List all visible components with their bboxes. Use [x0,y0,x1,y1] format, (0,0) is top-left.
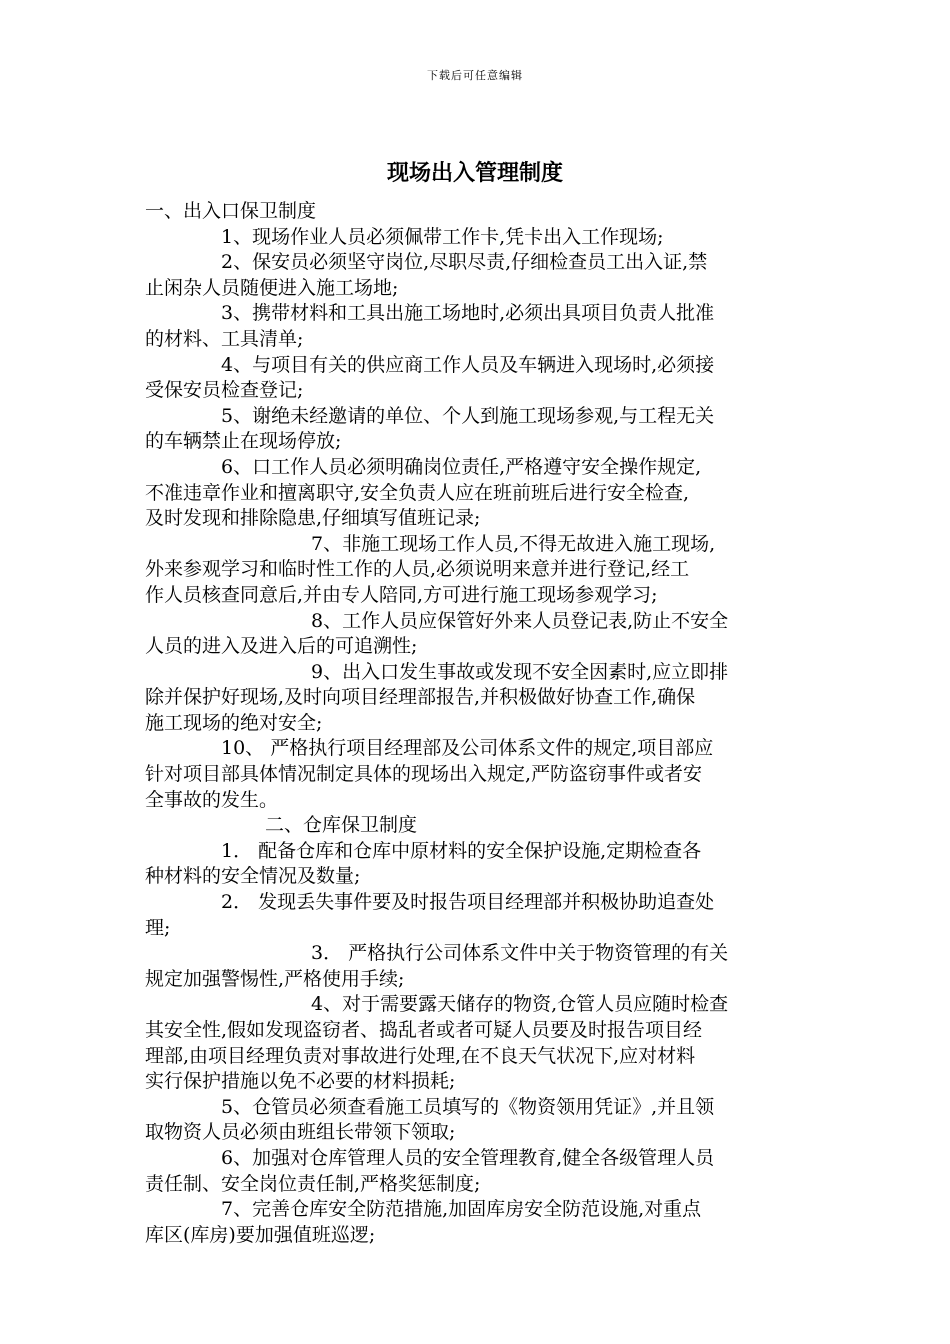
paragraph-line: 理; [145,916,171,939]
paragraph-line: 10、 严格执行项目经理部及公司体系文件的规定,项目部应 [221,737,714,760]
paragraph-line: 5、谢绝未经邀请的单位、个人到施工现场参观,与工程无关 [221,404,715,427]
paragraph-line: 外来参观学习和临时性工作的人员,必须说明来意并进行登记,经工 [145,558,690,581]
paragraph-line: 种材料的安全情况及数量; [145,865,361,888]
paragraph-line: 3、携带材料和工具出施工场地时,必须出具项目负责人批准 [221,302,715,325]
document-body [145,199,808,1248]
paragraph-line: 6、口工作人员必须明确岗位责任,严格遵守安全操作规定, [221,455,702,478]
paragraph-line: 除并保护好现场,及时向项目经理部报告,并积极做好协查工作,确保 [145,686,696,709]
paragraph-line: 取物资人员必须由班组长带领下领取; [145,1121,456,1144]
paragraph-line: 不准违章作业和擅离职守,安全负责人应在班前班后进行安全检查, [145,481,690,504]
paragraph-line: 2、保安员必须坚守岗位,尽职尽责,仔细检查员工出入证,禁 [221,251,708,274]
paragraph-line: 的车辆禁止在现场停放; [145,430,342,453]
paragraph-line: 1． 配备仓库和仓库中原材料的安全保护设施,定期检查各 [221,839,702,862]
paragraph-line: 施工现场的绝对安全; [145,711,323,734]
paragraph-line: 及时发现和排除隐患,仔细填写值班记录; [145,507,481,530]
paragraph-line: 3． 严格执行公司体系文件中关于物资管理的有关 [311,942,729,965]
paragraph-line: 7、完善仓库安全防范措施,加固库房安全防范设施,对重点 [221,1198,702,1221]
paragraph-line: 作人员核查同意后,并由专人陪同,方可进行施工现场参观学习; [145,583,658,606]
paragraph-line: 止闲杂人员随便进入施工场地; [145,276,399,299]
paragraph-line: 规定加强警惕性,严格使用手续; [145,967,405,990]
paragraph-line: 6、加强对仓库管理人员的安全管理教育,健全各级管理人员 [221,1146,715,1169]
paragraph-line: 其安全性,假如发现盗窃者、捣乱者或者可疑人员要及时报告项目经 [145,1019,703,1041]
paragraph-line: 8、工作人员应保管好外来人员登记表,防止不安全 [311,609,729,632]
paragraph-line: 5、仓管员必须查看施工员填写的《物资领用凭证》,并且领 [221,1095,715,1118]
paragraph-line: 4、与项目有关的供应商工作人员及车辆进入现场时,必须接 [221,353,715,376]
paragraph-line: 责任制、安全岗位责任制,严格奖惩制度; [145,1172,481,1195]
paragraph-line: 7、非施工现场工作人员,不得无故进入施工现场, [311,532,716,555]
paragraph-line: 4、对于需要露天储存的物资,仓管人员应随时检查 [311,993,729,1016]
paragraph-line: 受保安员检查登记; [145,379,304,402]
paragraph-line: 2． 发现丢失事件要及时报告项目经理部并积极协助追查处 [221,891,715,914]
paragraph-line: 理部,由项目经理负责对事故进行处理,在不良天气状况下,应对材料 [145,1044,696,1067]
paragraph-line: 的材料、工具清单; [145,327,304,350]
section-heading-2: 二、仓库保卫制度 [265,814,418,837]
paragraph-line: 实行保护措施以免不必要的材料损耗; [145,1070,456,1093]
paragraph-line: 1、现场作业人员必须佩带工作卡,凭卡出入工作现场; [221,225,664,248]
paragraph-line: 库区(库房)要加强值班巡逻; [145,1223,376,1246]
paragraph-line: 针对项目部具体情况制定具体的现场出入规定,严防盗窃事件或者安 [145,763,703,786]
section-heading-1: 一、出入口保卫制度 [145,200,317,222]
paragraph-line: 9、出入口发生事故或发现不安全因素时,应立即排 [311,660,729,683]
paragraph-line: 全事故的发生。 [145,788,279,811]
paragraph-line: 人员的进入及进入后的可追溯性; [145,635,418,658]
document-title: 现场出入管理制度 [386,161,563,186]
header-note: 下载后可任意编辑 [427,69,523,82]
